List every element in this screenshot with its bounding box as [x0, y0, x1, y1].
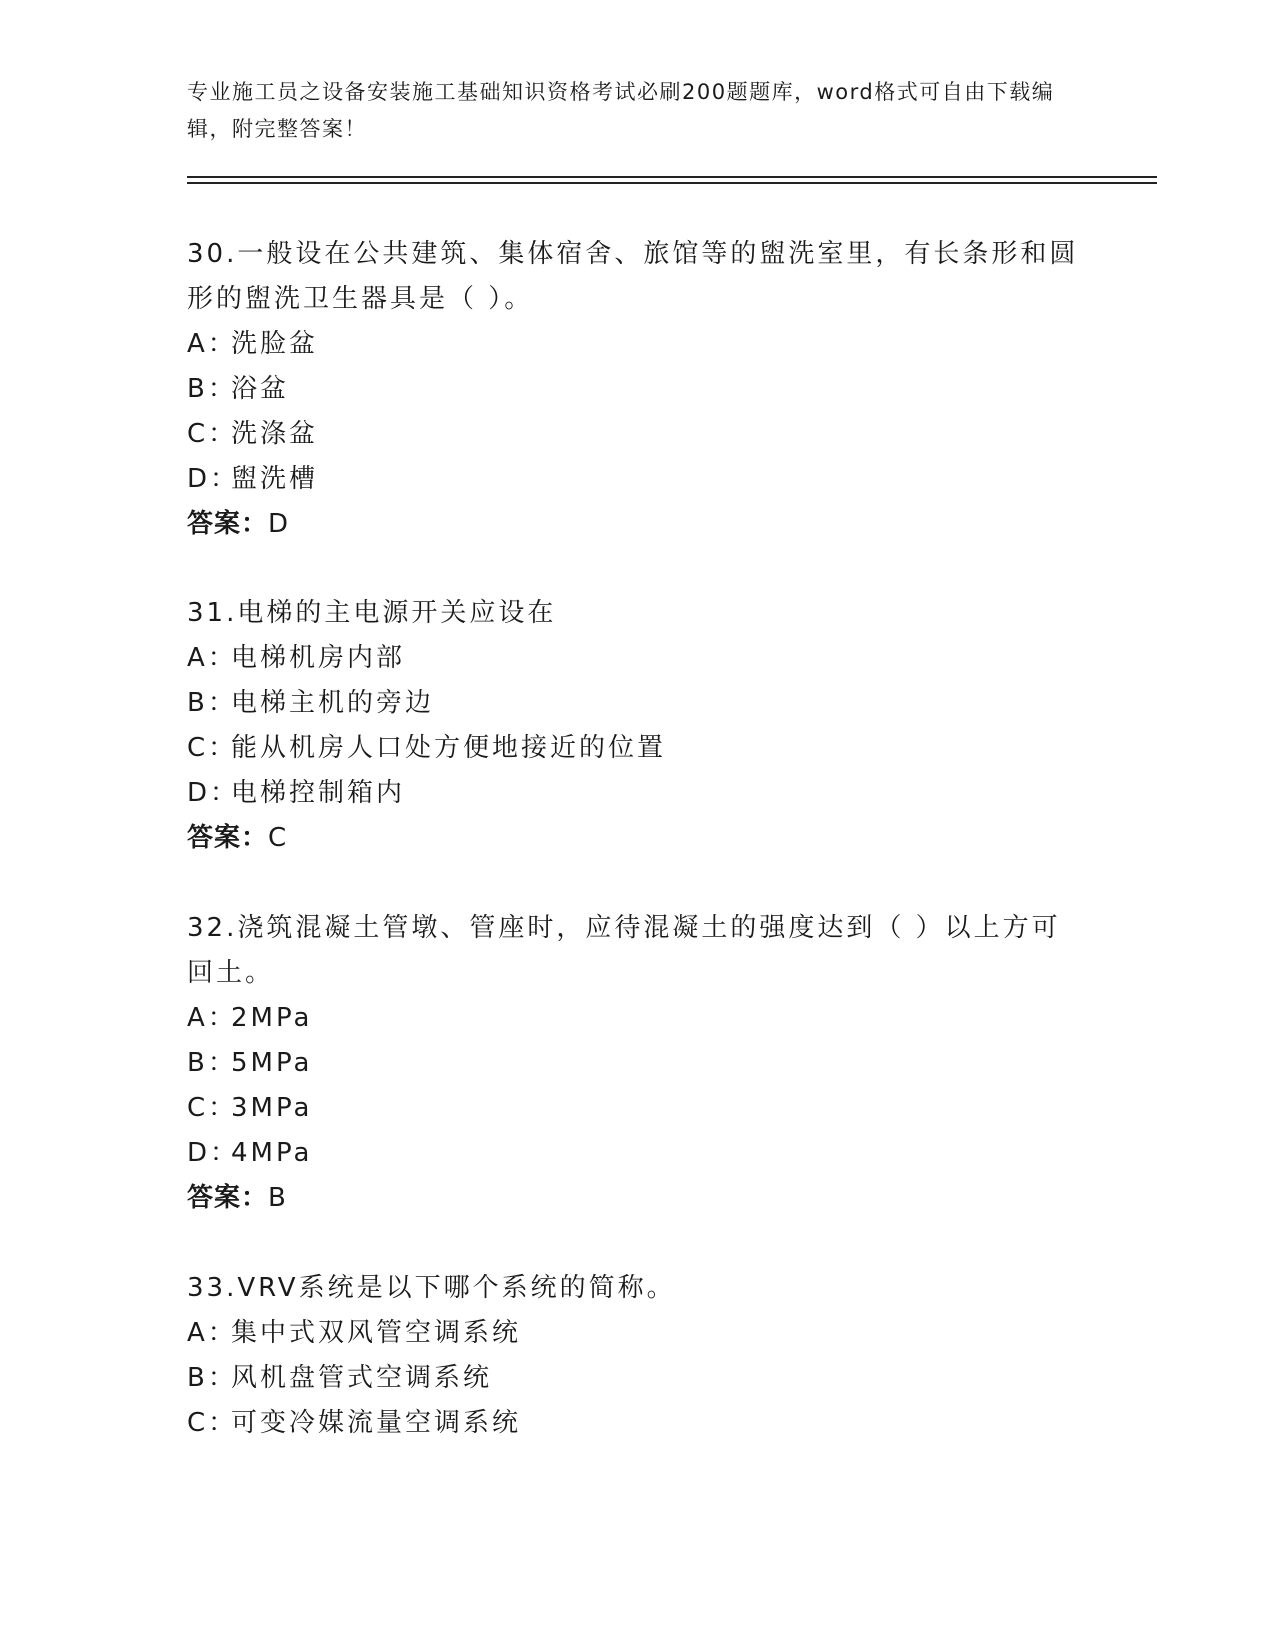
option-c: [187, 412, 1087, 457]
option-b: [187, 681, 1087, 726]
option-key: D：: [187, 1138, 240, 1168]
option-a: [187, 322, 1087, 367]
option-b: [187, 367, 1087, 412]
option-key: B：: [187, 374, 237, 404]
option-key: B：: [187, 1048, 237, 1078]
option-key: A：: [187, 1003, 237, 1033]
option-key: A：: [187, 329, 237, 359]
question-32: [187, 906, 1087, 1221]
answer-value: B: [268, 1183, 287, 1213]
option-a: [187, 996, 1087, 1041]
option-key: C：: [187, 733, 238, 763]
question-33: [187, 1266, 1087, 1446]
option-d: [187, 457, 1087, 502]
header-divider-top: [187, 176, 1157, 178]
option-c: [187, 1401, 1087, 1446]
option-text: 可变冷媒流量空调系统: [231, 1408, 522, 1438]
answer-line: [187, 816, 1087, 861]
option-text: 电梯机房内部: [231, 643, 406, 673]
option-key: D：: [187, 778, 240, 808]
option-key: B：: [187, 1363, 237, 1393]
answer-label: 答案：: [187, 823, 269, 853]
question-30: [187, 232, 1087, 547]
option-key: D：: [187, 464, 240, 494]
option-text: 集中式双风管空调系统: [231, 1318, 522, 1348]
option-key: C：: [187, 419, 238, 449]
question-31: [187, 591, 1087, 861]
document-header: 专业施工员之设备安装施工基础知识资格考试必刷200题题库，word格式可自由下载编辑，附完整答案！: [187, 80, 1055, 141]
option-a: [187, 1311, 1087, 1356]
option-text: 盥洗槽: [231, 464, 319, 494]
answer-value: C: [268, 823, 288, 853]
option-key: C：: [187, 1408, 238, 1438]
option-b: [187, 1356, 1087, 1401]
answer-line: [187, 502, 1087, 547]
option-text: 4MPa: [231, 1138, 313, 1168]
option-a: [187, 636, 1087, 681]
option-text: 电梯控制箱内: [231, 778, 406, 808]
option-text: 电梯主机的旁边: [231, 688, 435, 718]
option-text: 浴盆: [231, 374, 290, 404]
option-text: 5MPa: [231, 1048, 313, 1078]
option-d: [187, 771, 1087, 816]
option-key: A：: [187, 1318, 237, 1348]
option-d: [187, 1131, 1087, 1176]
option-b: [187, 1041, 1087, 1086]
question-stem: 33.VRV系统是以下哪个系统的简称。: [187, 1273, 676, 1303]
option-text: 洗脸盆: [231, 329, 319, 359]
question-stem: 32.浇筑混凝土管墩、管座时，应待混凝土的强度达到（ ）以上方可回土。: [187, 913, 1061, 988]
option-key: A：: [187, 643, 237, 673]
answer-label: 答案：: [187, 509, 269, 539]
answer-line: [187, 1176, 1087, 1221]
option-c: [187, 1086, 1087, 1131]
option-key: C：: [187, 1093, 238, 1123]
option-key: B：: [187, 688, 237, 718]
option-c: [187, 726, 1087, 771]
answer-value: D: [268, 509, 290, 539]
option-text: 洗涤盆: [231, 419, 319, 449]
option-text: 能从机房人口处方便地接近的位置: [231, 733, 667, 763]
header-divider-bottom: [187, 182, 1157, 184]
option-text: 2MPa: [231, 1003, 313, 1033]
question-stem: 31.电梯的主电源开关应设在: [187, 598, 557, 628]
option-text: 3MPa: [231, 1093, 313, 1123]
option-text: 风机盘管式空调系统: [231, 1363, 493, 1393]
answer-label: 答案：: [187, 1183, 269, 1213]
question-stem: 30.一般设在公共建筑、集体宿舍、旅馆等的盥洗室里，有长条形和圆形的盥洗卫生器具是（ ）。: [187, 239, 1079, 314]
